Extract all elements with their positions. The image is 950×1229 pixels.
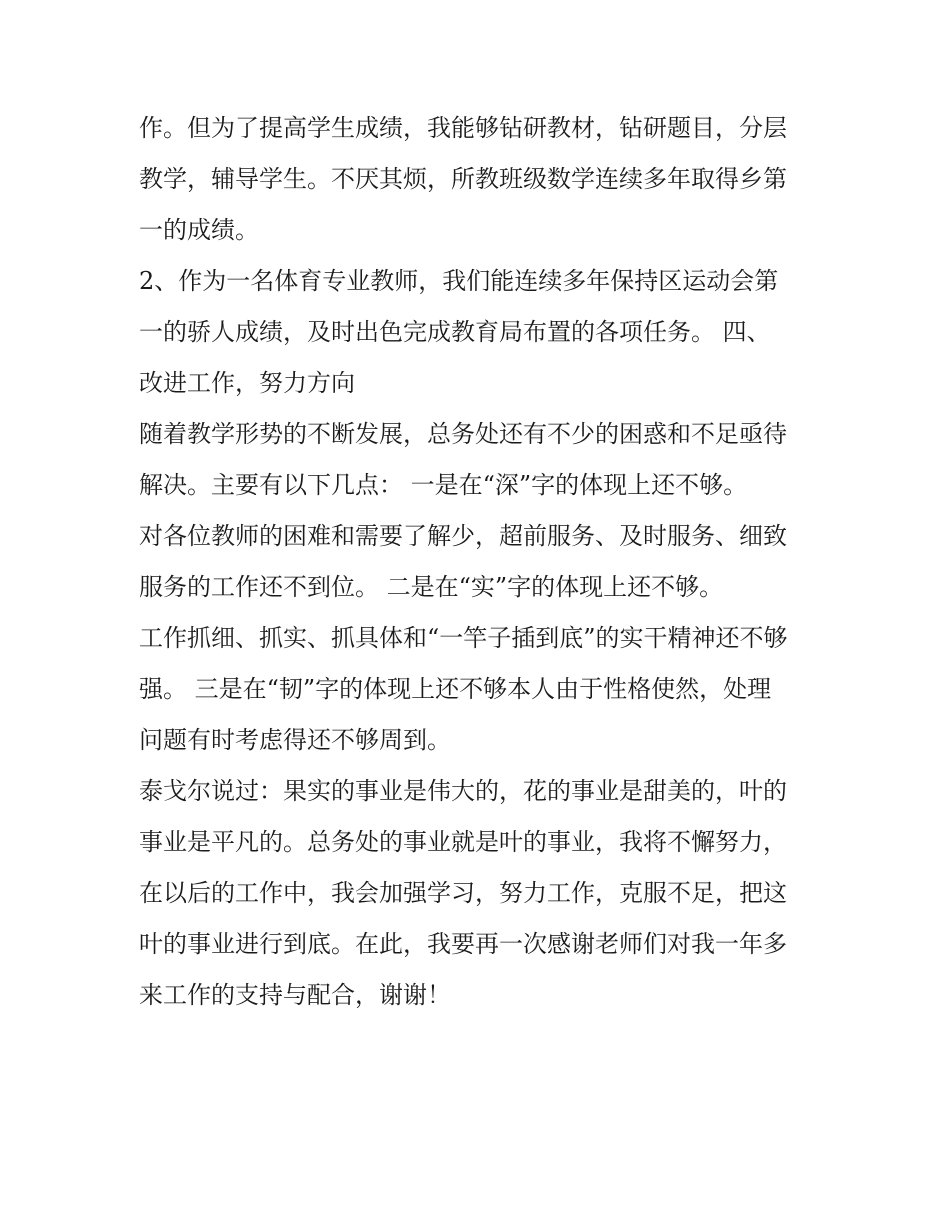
text-line: 2、作为一名体育专业教师，我们能连续多年保持区运动会第 [139, 267, 779, 295]
text-line: 问题有时考虑得还不够周到。 [139, 726, 451, 754]
text-line: 随着教学形势的不断发展，总务处还有不少的困惑和不足亟待 [139, 420, 787, 448]
text-line: 解决。主要有以下几点： 一是在“深”字的体现上还不够。 [139, 471, 748, 499]
text-line: 来工作的支持与配合，谢谢！ [139, 981, 451, 1009]
text-line: 事业是平凡的。总务处的事业就是叶的事业，我将不懈努力， [139, 828, 787, 856]
text-line: 在以后的工作中，我会加强学习，努力工作，克服不足，把这 [139, 879, 787, 907]
text-line: 对各位教师的困难和需要了解少，超前服务、及时服务、细致 [139, 522, 787, 550]
text-line: 作。但为了提高学生成绩，我能够钻研教材，钻研题目，分层 [139, 114, 787, 142]
text-line: 一的成绩。 [139, 216, 259, 244]
text-line: 强。 三是在“韧”字的体现上还不够本人由于性格使然，处理 [139, 675, 772, 703]
text-line: 叶的事业进行到底。在此，我要再一次感谢老师们对我一年多 [139, 930, 787, 958]
text-line: 教学，辅导学生。不厌其烦，所教班级数学连续多年取得乡第 [139, 165, 787, 193]
text-line: 服务的工作还不到位。 二是在“实”字的体现上还不够。 [139, 573, 724, 601]
text-line: 泰戈尔说过：果实的事业是伟大的，花的事业是甜美的，叶的 [139, 777, 787, 805]
text-line: 一的骄人成绩，及时出色完成教育局布置的各项任务。 四、 [139, 318, 771, 346]
section-heading: 改进工作，努力方向 [139, 369, 355, 397]
text-line: 工作抓细、抓实、抓具体和“一竿子插到底”的实干精神还不够 [139, 624, 788, 652]
